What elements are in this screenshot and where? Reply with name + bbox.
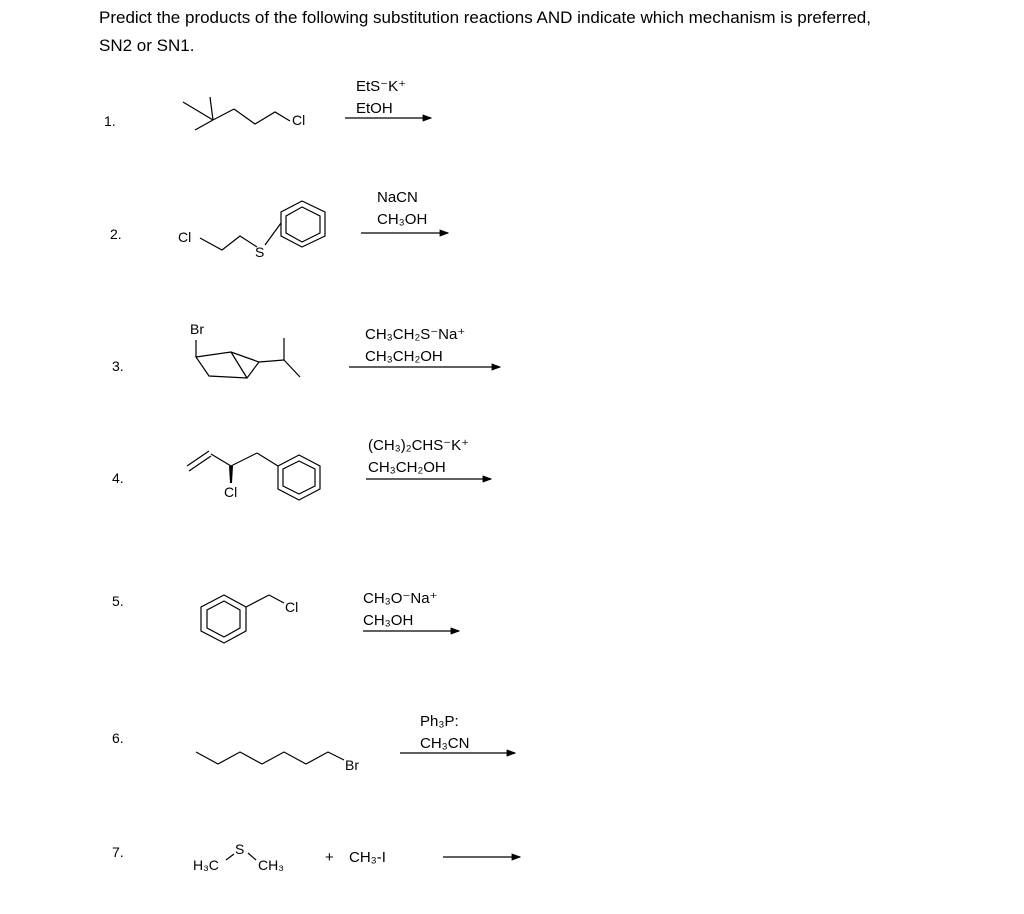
atom-label-br-6: Br <box>345 757 359 773</box>
substrate-2-skeleton <box>200 201 325 250</box>
atom-label-s-7: S <box>235 841 245 857</box>
reagent-5-line-2: CH₃OH <box>363 612 414 629</box>
reagent-block-5 <box>363 588 437 632</box>
atom-label-br-3: Br <box>190 321 204 337</box>
reagent-block-3 <box>365 324 465 368</box>
substrate-4-skeleton <box>187 451 320 500</box>
atom-label-cl-2: Cl <box>178 229 192 245</box>
reaction-number-7: 7. <box>112 844 124 860</box>
reaction-number-4: 4. <box>112 470 124 486</box>
reagent-6-line-2: CH₃CN <box>420 735 470 752</box>
reagent-5-line-1: CH₃O⁻Na⁺ <box>363 590 438 607</box>
reagent-3-line-2: CH₃CH₂OH <box>365 348 443 365</box>
substrate-3-skeleton <box>196 338 300 378</box>
reagent-4-line-1: (CH₃)₂CHS⁻K⁺ <box>368 437 470 454</box>
substrate-6-skeleton <box>196 752 344 764</box>
reagent-1-line-1: EtS⁻K⁺ <box>356 78 407 95</box>
plus-sign-7: + <box>325 849 334 866</box>
atom-label-h3c-7: H₃C <box>193 857 219 873</box>
atom-label-ch3-7: CH₃ <box>258 857 284 873</box>
substrate-1-skeleton <box>183 97 290 130</box>
reagent-block-4 <box>368 435 469 479</box>
reagent-6-line-1: Ph₃P: <box>420 713 459 730</box>
reaction-number-3: 3. <box>112 358 124 374</box>
atom-label-cl-4: Cl <box>224 484 238 500</box>
reagent-4-line-2: CH₃CH₂OH <box>368 459 446 476</box>
coreactant-7: CH₃-I <box>349 849 386 866</box>
reaction-number-1: 1. <box>104 113 116 129</box>
atom-label-s-2: S <box>255 244 265 260</box>
reagent-3-line-1: CH₃CH₂S⁻Na⁺ <box>365 326 466 343</box>
atom-label-cl-1: Cl <box>292 112 306 128</box>
prompt-line-2: SN2 or SN1. <box>99 36 195 55</box>
substrate-5-skeleton <box>201 595 284 643</box>
atom-label-cl-5: Cl <box>285 599 299 615</box>
reagent-block-6 <box>420 711 469 755</box>
reagent-block-2 <box>377 187 427 231</box>
prompt-line-1: Predict the products of the following substitution reactions AND indicate which mechanism is preferred, <box>99 8 871 27</box>
reaction-number-5: 5. <box>112 593 124 609</box>
reagent-2-line-2: CH₃OH <box>377 211 428 228</box>
reagent-1-line-2: EtOH <box>356 100 393 117</box>
reagent-2-line-1: NaCN <box>377 189 418 206</box>
reagent-block-1 <box>356 76 406 120</box>
reaction-number-6: 6. <box>112 730 124 746</box>
reaction-number-2: 2. <box>110 226 122 242</box>
